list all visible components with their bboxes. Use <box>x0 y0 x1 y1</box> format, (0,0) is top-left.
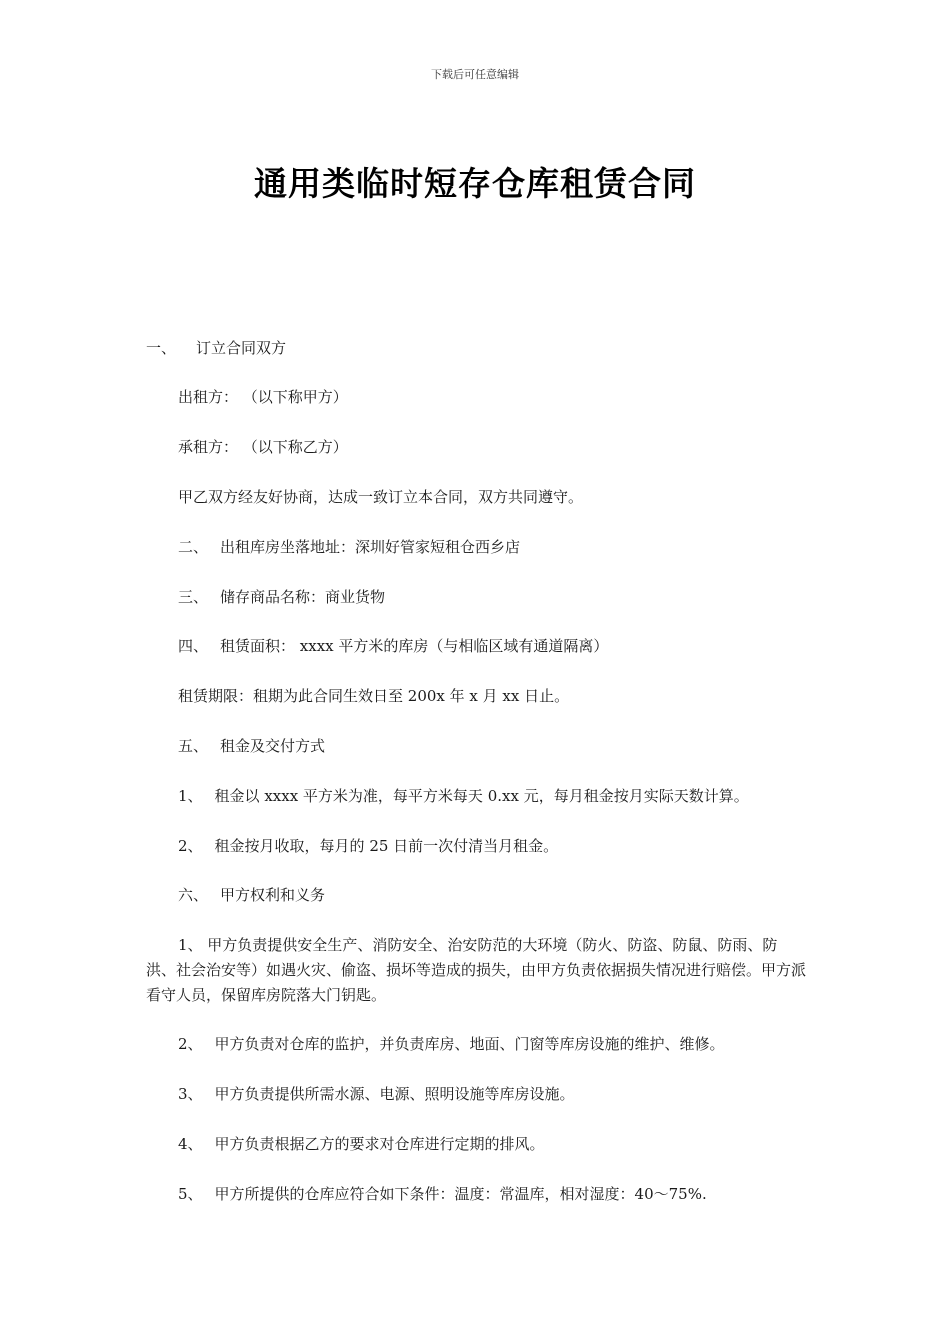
section-number: 三、 <box>178 588 209 606</box>
item-number: 2、 <box>178 1035 203 1053</box>
item-text: 甲方所提供的仓库应符合如下条件：温度：常温库，相对湿度：40～75%. <box>214 1185 707 1203</box>
section-heading: 储存商品名称：商业货物 <box>220 588 386 606</box>
section-number: 一、 <box>146 339 177 357</box>
item-number: 2、 <box>178 837 203 855</box>
item-number: 1、 <box>178 787 203 805</box>
item-number: 3、 <box>178 1085 203 1103</box>
list-item <box>146 784 838 809</box>
section-heading: 租赁面积： xxxx 平方米的库房（与相临区域有通道隔离） <box>220 637 609 655</box>
list-item-paragraph: 1、 甲方负责提供安全生产、消防安全、治安防范的大环境（防火、防盗、防鼠、防雨、防洪、社会治安等）如遇火灾、偷盗、损坏等造成的损失，由甲方负责依据损失情况进行赔偿。甲方派看守人员，保留库房院落大门钥匙。 <box>146 936 807 1004</box>
list-item <box>146 1032 838 1057</box>
section-heading: 租金及交付方式 <box>220 737 326 755</box>
lessee-line: 承租方： （以下称乙方） <box>178 438 348 456</box>
section-2 <box>146 535 838 560</box>
header-note: 下载后可任意编辑 <box>431 68 519 81</box>
item-number: 4、 <box>178 1135 203 1153</box>
list-item <box>146 1082 838 1107</box>
section-3 <box>146 585 838 610</box>
section-4 <box>146 634 838 659</box>
section-5 <box>146 734 838 759</box>
section-1 <box>146 336 806 361</box>
list-item <box>146 834 838 859</box>
item-number: 5、 <box>178 1185 203 1203</box>
section-6 <box>146 883 838 908</box>
section-heading: 出租库房坐落地址：深圳好管家短租仓西乡店 <box>220 538 521 556</box>
item-text: 甲方负责提供所需水源、电源、照明设施等库房设施。 <box>214 1085 575 1103</box>
document-title: 通用类临时短存仓库租赁合同 <box>254 164 696 203</box>
section-heading: 甲方权利和义务 <box>220 886 326 904</box>
section-number: 四、 <box>178 637 209 655</box>
term-line: 租赁期限：租期为此合同生效日至 200x 年 x 月 xx 日止。 <box>178 687 570 705</box>
section-number: 五、 <box>178 737 209 755</box>
section-heading: 订立合同双方 <box>196 339 287 357</box>
item-text: 甲方负责对仓库的监护，并负责库房、地面、门窗等库房设施的维护、维修。 <box>214 1035 725 1053</box>
agreement-line: 甲乙双方经友好协商，达成一致订立本合同，双方共同遵守。 <box>178 488 584 506</box>
item-text: 租金以 xxxx 平方米为准，每平方米每天 0.xx 元，每月租金按月实际天数计算。 <box>214 787 749 805</box>
item-text: 甲方负责根据乙方的要求对仓库进行定期的排风。 <box>214 1135 545 1153</box>
section-number: 六、 <box>178 886 209 904</box>
section-number: 二、 <box>178 538 209 556</box>
item-text: 租金按月收取，每月的 25 日前一次付清当月租金。 <box>214 837 559 855</box>
list-item <box>146 1182 838 1207</box>
lessor-line: 出租方： （以下称甲方） <box>178 388 348 406</box>
list-item <box>146 1132 838 1157</box>
